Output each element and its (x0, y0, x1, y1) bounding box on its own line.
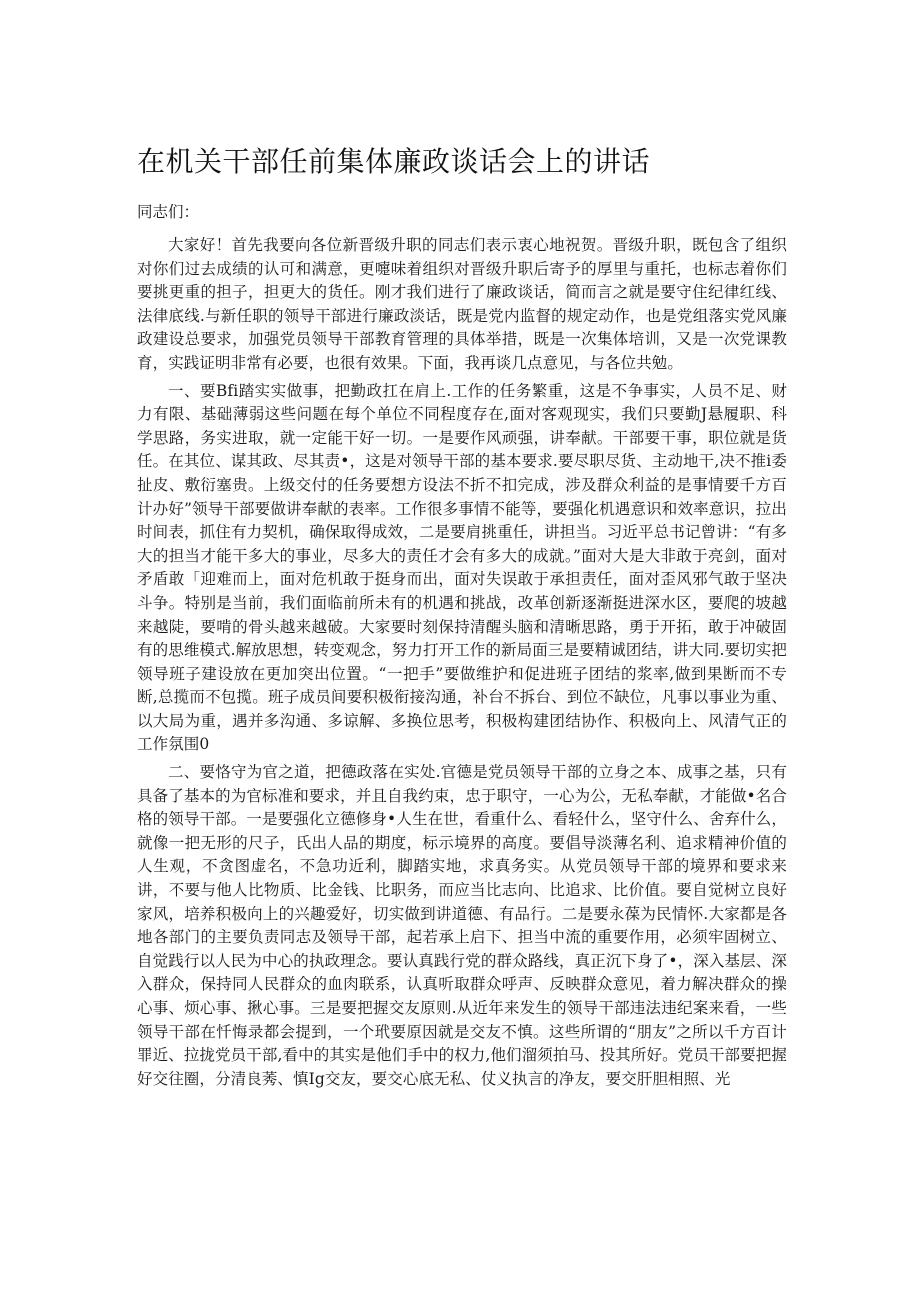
document-body (137, 234, 787, 1095)
paragraph-section-two: 二、要恪守为官之道，把德政落在实处.官德是党员领导干部的立身之本、成事之基，只有具备了基本的为官标准和要求，并且自我约束，忠于职守，一心为公，无私奉献，才能做•名合格的领导干部。一是要强化立德修身•人生在世，看重什么、看轻什么，坚守什么、舍弃什么，就像一把无形的尺子，氏出人品的期度，标示境界的高度。要倡导淡薄名利、追求精神价值的人生观，不贪图虚名，不急功近利，脚踏实地，求真务实。从党员领导干部的境界和要求来讲，不要与他人比物质、比金钱、比职务，而应当比志向、比追求、比价值。要自觉树立良好家风，培养积极向上的兴趣爱好，切实做到讲道德、有品行。二是要永葆为民情怀.大家都是各地各部门的主要负责同志及领导干部，起若承上启下、担当中流的重要作用，必须牢固树立、自觉践行以人民为中心的执政理念。要认真践行党的群众路线，真正沉下身了•，深入基层、深入群众，保持同人民群众的血肉联系，认真听取群众呼声、反映群众意见，着力解决群众的操心事、烦心事、揪心事。三是要把握交友原则.从近年来发生的领导干部违法违纪案来看，一些领导干部在忏悔录都会提到，一个玳要原因就是交友不慎。这些所谓的“朋友”之所以千方百计罪近、拉拢党员干部,看中的其实是他们手中的权力,他们溜须拍马、投其所好。党员干部要把握好交往圈，分清良莠、慎Ig交友，要交心底无私、仗义执言的净友，要交肝胆相照、光 (137, 763, 787, 1088)
paragraph-opening: 大家好！首先我要向各位新晋级升职的同志们表示衷心地祝贺。晋级升职，既包含了组织对你们过去成绩的认可和满意，更嚏味着组织对晋级升职后寄予的厚里与重托，也标志着你们要挑更重的担子，担更大的货任。刚才我们进行了廉政谈话，简而言之就是要守住纪律红线、法律底线.与新任职的领导干部进行廉政淡话，既是党内监督的规定动作，也是党组落实党风廉政建设总要求，加强党员领导干部教育管理的具体举措，既是一次集体培训，又是一次党课教育，实践证明非常有必要，也很有效果。下面，我再谈几点意见，与各位共勉。 (137, 236, 787, 372)
salutation: 同志们： (137, 203, 200, 221)
paragraph-section-one: 一、要Bfi踏实实做事，把勤政扛在肩上.工作的任务繁重，这是不争事实，人员不足、财力有限、基础薄弱这些问题在每个单位不同程度存在,面对客观现实，我们只要勤J悬履职、科学思路，务实进取，就一定能干好一切。一是要作风顽强，讲奉献。干部要干事，职位就是货任。在其位、谋其政、尽其责•，这是对领导干部的基本要求.要尽职尽货、主动地干,决不推i委扯皮、敷衍塞贵。上级交付的任务要想方设法不折不扣完成，涉及群众利益的是事情要千方百计办好”领导干部要做讲奉献的表率。工作很多事情不能等，要强化机遇意识和效率意识，拉出时间表，抓住有力契机，确保取得成效，二是要肩挑重任，讲担当。习近平总书记曾讲：“有多大的担当才能干多大的事业，尽多大的责任才会有多大的成就。”面对大是大非敢于亮剑，面对矛盾敢「迎难而上，面对危机敢于挺身而出，面对失误敢于承担责任，面对歪风邪气敢于坚决斗争。特别是当前，我们面临前所未有的机遇和挑战，改革创新逐渐挺进深水区，要爬的坡越来越陡，要啃的骨头越来越破。大家要时刻保持清醒头脑和清晰思路，勇于开拓，敢于冲破固有的思维模式.解放思想，转变观念，努力打开工作的新局面三是要精诚团结，讲大同.要切实把领导班子建设放在更加突出位置。“一把手”要做维护和促进班子团结的浆率,做到果断而不专断,总揽而不包揽。班子成员间要积极衔接沟通，补台不拆台、到位不缺位，凡事以事业为重、以大局为重，遇并多沟通、多谅解、多换位思考，积极构建团结协作、积极向上、风清气正的工作氛围0 (137, 381, 787, 754)
document-title: 在机关干部任前集体廉政谈话会上的讲话 (137, 145, 651, 178)
